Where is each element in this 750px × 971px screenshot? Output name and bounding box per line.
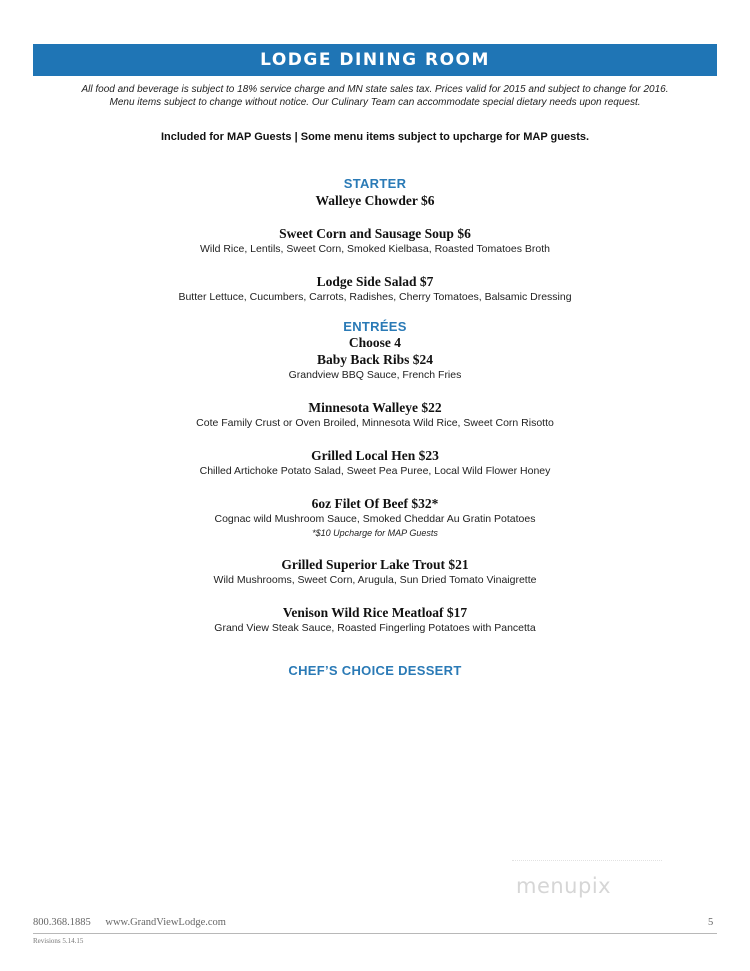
disclaimer-line-2: Menu items subject to change without notice. Our Culinary Team can accommodate special dietary needs upon request. [109, 97, 641, 108]
section-title-dessert: CHEF’S CHOICE DESSERT [288, 663, 462, 678]
menu-item-name: Lodge Side Salad $7 [316, 274, 434, 289]
menu-item [40, 495, 710, 540]
menu-item-description: Butter Lettuce, Cucumbers, Carrots, Radishes, Cherry Tomatoes, Balsamic Dressing [178, 291, 572, 303]
menu-item-name: Walleye Chowder $6 [315, 193, 435, 208]
page-title: LODGE DINING ROOM [260, 50, 490, 70]
menu-item [40, 556, 710, 588]
menu-item-name: Minnesota Walleye $22 [308, 400, 442, 415]
disclaimer-line-1: All food and beverage is subject to 18% service charge and MN state sales tax. Prices valid for 2015 and subject to change for 2016. [81, 84, 669, 95]
footer-phone: 800.368.1885 [33, 917, 91, 928]
menu-item [40, 604, 710, 636]
menu-item-name: Grilled Local Hen $23 [311, 448, 439, 463]
menu-item [40, 192, 710, 209]
menu-item-description: Cognac wild Mushroom Sauce, Smoked Cheddar Au Gratin Potatoes [214, 513, 536, 525]
page-number: 5 [708, 917, 714, 928]
menu-item-description: Grand View Steak Sauce, Roasted Fingerling Potatoes with Pancetta [214, 622, 536, 634]
menu-item-name: Sweet Corn and Sausage Soup $6 [279, 226, 471, 241]
menupix-watermark: menupix [516, 874, 612, 898]
menu-item [40, 399, 710, 431]
menu-item-name: Venison Wild Rice Meatloaf $17 [282, 605, 468, 620]
menu-item [40, 447, 710, 479]
menu-item-name: 6oz Filet Of Beef $32* [311, 496, 439, 511]
footer-contact [33, 917, 226, 928]
map-guest-note: Included for MAP Guests | Some menu items subject to upcharge for MAP guests. [160, 131, 590, 143]
menu-item-name: Grilled Superior Lake Trout $21 [281, 557, 469, 572]
menu-body [40, 175, 710, 679]
menu-item-name: Baby Back Ribs $24 [317, 352, 433, 367]
section-title-entrees: ENTRÉES [343, 319, 407, 334]
menu-item-description: Grandview BBQ Sauce, French Fries [288, 369, 462, 381]
watermark-divider [512, 860, 662, 862]
revisions-note: Revisions 5.14.15 [33, 937, 84, 945]
menu-item-description: Chilled Artichoke Potato Salad, Sweet Pea Puree, Local Wild Flower Honey [199, 465, 551, 477]
footer-divider [33, 933, 717, 934]
entrees-choose-note: Choose 4 [348, 335, 402, 350]
upcharge-note: *$10 Upcharge for MAP Guests [312, 528, 438, 538]
menu-item-description: Cote Family Crust or Oven Broiled, Minnesota Wild Rice, Sweet Corn Risotto [196, 417, 554, 429]
menu-item-description: Wild Rice, Lentils, Sweet Corn, Smoked Kielbasa, Roasted Tomatoes Broth [200, 243, 550, 255]
menu-item [40, 225, 710, 257]
section-title-starter: STARTER [343, 176, 407, 191]
menu-item [40, 273, 710, 305]
menu-item-description: Wild Mushrooms, Sweet Corn, Arugula, Sun Dried Tomato Vinaigrette [213, 574, 537, 586]
disclaimer [40, 83, 710, 109]
menu-item [40, 351, 710, 383]
page-title-banner [33, 44, 717, 76]
footer-website: www.GrandViewLodge.com [105, 917, 226, 928]
